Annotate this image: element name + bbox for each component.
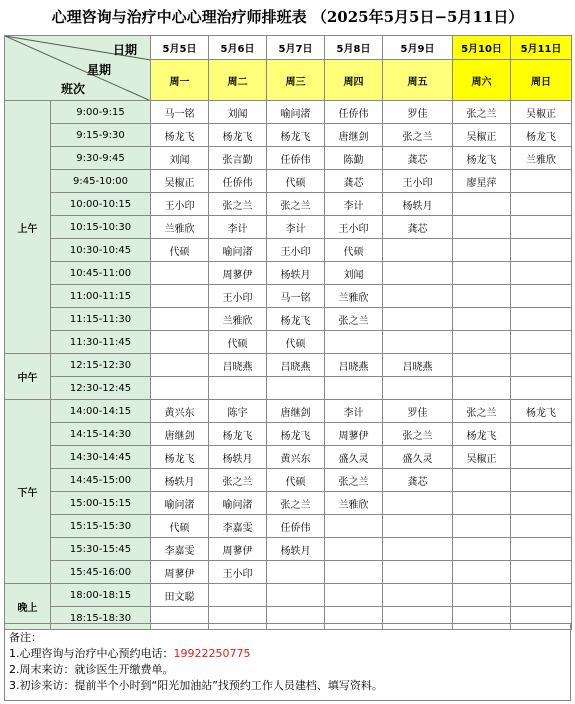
schedule-cell xyxy=(453,492,511,515)
time-slot: 9:00-9:15 xyxy=(51,101,151,124)
time-slot: 9:45-10:00 xyxy=(51,170,151,193)
schedule-cell: 张之兰 xyxy=(325,308,383,331)
schedule-cell: 唐继剑 xyxy=(325,124,383,147)
schedule-cell: 任侨伟 xyxy=(267,515,325,538)
table-row xyxy=(5,124,572,147)
schedule-cell xyxy=(267,377,325,400)
schedule-cell: 周蓼伊 xyxy=(325,423,383,446)
time-slot: 15:00-15:15 xyxy=(51,492,151,515)
schedule-cell xyxy=(453,515,511,538)
schedule-cell: 杨龙飞 xyxy=(209,124,267,147)
table-row xyxy=(5,469,572,492)
schedule-cell: 王小印 xyxy=(267,239,325,262)
schedule-cell xyxy=(325,331,383,354)
schedule-cell: 张之兰 xyxy=(209,469,267,492)
schedule-cell: 盛久灵 xyxy=(325,446,383,469)
schedule-cell xyxy=(151,331,209,354)
schedule-cell xyxy=(325,561,383,584)
schedule-cell xyxy=(511,193,572,216)
schedule-cell: 张之兰 xyxy=(267,492,325,515)
schedule-cell: 兰雅欣 xyxy=(209,308,267,331)
table-row xyxy=(5,423,572,446)
date-header-5: 5月9日 xyxy=(383,36,453,60)
schedule-cell: 刘闻 xyxy=(209,101,267,124)
schedule-cell: 杨龙飞 xyxy=(267,423,325,446)
schedule-cell: 任侨伟 xyxy=(325,101,383,124)
period-label: 上午 xyxy=(5,101,51,354)
page-title: 心理咨询与治疗中心心理治疗师排班表 （2025年5月5日−5月11日） xyxy=(51,8,524,26)
schedule-cell xyxy=(383,561,453,584)
weekday-header-2: 周二 xyxy=(209,60,267,101)
schedule-cell xyxy=(511,170,572,193)
corner-shift-label: 班次 xyxy=(61,82,86,96)
corner-week-label: 星期 xyxy=(87,63,112,77)
schedule-cell: 杨龙飞 xyxy=(151,124,209,147)
schedule-cell xyxy=(151,285,209,308)
schedule-cell: 杨龙飞 xyxy=(453,147,511,170)
weekday-header-5: 周五 xyxy=(383,60,453,101)
schedule-cell: 刘闻 xyxy=(151,147,209,170)
table-row xyxy=(5,262,572,285)
notes-box xyxy=(4,623,571,701)
schedule-cell xyxy=(383,538,453,561)
schedule-cell xyxy=(453,354,511,377)
schedule-cell xyxy=(383,239,453,262)
time-slot: 14:45-15:00 xyxy=(51,469,151,492)
table-row xyxy=(5,331,572,354)
time-slot: 12:30-12:45 xyxy=(51,377,151,400)
table-row xyxy=(5,354,572,377)
schedule-cell: 代硕 xyxy=(267,170,325,193)
date-header-4: 5月8日 xyxy=(325,36,383,60)
schedule-cell: 杨龙飞 xyxy=(267,308,325,331)
table-row xyxy=(5,561,572,584)
schedule-cell: 代硕 xyxy=(151,515,209,538)
schedule-cell: 张之兰 xyxy=(383,124,453,147)
date-header-6: 5月10日 xyxy=(453,36,511,60)
schedule-cell xyxy=(453,561,511,584)
table-row xyxy=(5,308,572,331)
schedule-cell: 吴椒正 xyxy=(151,170,209,193)
schedule-cell: 张言勤 xyxy=(209,147,267,170)
schedule-cell xyxy=(453,239,511,262)
schedule-cell xyxy=(511,285,572,308)
note-phone-label: 1.心理咨询与治疗中心预约电话： xyxy=(9,647,174,660)
schedule-cell xyxy=(453,262,511,285)
schedule-cell: 龚芯 xyxy=(325,170,383,193)
schedule-cell: 田文聪 xyxy=(151,584,209,607)
schedule-cell: 喻问渚 xyxy=(267,101,325,124)
schedule-cell xyxy=(383,377,453,400)
schedule-cell: 周蓼伊 xyxy=(151,561,209,584)
schedule-cell: 龚芯 xyxy=(383,216,453,239)
schedule-cell: 黄兴东 xyxy=(151,400,209,423)
schedule-cell xyxy=(511,469,572,492)
schedule-cell: 杨龙飞 xyxy=(453,423,511,446)
schedule-cell xyxy=(453,308,511,331)
weekday-header-4: 周四 xyxy=(325,60,383,101)
schedule-cell xyxy=(383,515,453,538)
schedule-cell xyxy=(511,239,572,262)
schedule-cell xyxy=(383,331,453,354)
weekday-header-3: 周三 xyxy=(267,60,325,101)
table-row xyxy=(5,193,572,216)
schedule-cell xyxy=(511,446,572,469)
schedule-cell xyxy=(511,354,572,377)
time-slot: 15:30-15:45 xyxy=(51,538,151,561)
weekday-header-7: 周日 xyxy=(511,60,572,101)
schedule-cell: 吕晓燕 xyxy=(209,354,267,377)
schedule-cell: 周蓼伊 xyxy=(209,538,267,561)
schedule-cell: 王小印 xyxy=(209,561,267,584)
time-slot: 18:00-18:15 xyxy=(51,584,151,607)
schedule-cell: 陈勤 xyxy=(325,147,383,170)
schedule-cell: 刘闻 xyxy=(325,262,383,285)
table-row xyxy=(5,101,572,124)
table-row xyxy=(5,492,572,515)
date-header-2: 5月6日 xyxy=(209,36,267,60)
schedule-cell: 周蓼伊 xyxy=(209,262,267,285)
schedule-cell xyxy=(383,262,453,285)
time-slot: 10:30-10:45 xyxy=(51,239,151,262)
schedule-cell xyxy=(453,285,511,308)
schedule-cell: 廖星萍 xyxy=(453,170,511,193)
schedule-cell xyxy=(151,308,209,331)
schedule-cell: 喻问渚 xyxy=(209,492,267,515)
schedule-cell: 吴椒正 xyxy=(453,124,511,147)
schedule-cell xyxy=(453,469,511,492)
schedule-cell: 杨龙飞 xyxy=(267,124,325,147)
time-slot: 18:15-18:30 xyxy=(51,607,151,630)
schedule-cell xyxy=(511,308,572,331)
table-row xyxy=(5,216,572,239)
schedule-cell: 任侨伟 xyxy=(267,147,325,170)
schedule-cell xyxy=(325,538,383,561)
time-slot: 9:15-9:30 xyxy=(51,124,151,147)
schedule-cell: 罗佳 xyxy=(383,101,453,124)
schedule-cell: 吴椒正 xyxy=(453,446,511,469)
table-row xyxy=(5,538,572,561)
schedule-cell xyxy=(151,377,209,400)
schedule-cell xyxy=(511,423,572,446)
schedule-cell: 代硕 xyxy=(209,331,267,354)
table-row xyxy=(5,377,572,400)
time-slot: 14:30-14:45 xyxy=(51,446,151,469)
schedule-cell: 张之兰 xyxy=(325,469,383,492)
header-corner xyxy=(5,36,151,101)
schedule-cell xyxy=(383,492,453,515)
weekday-header-6: 周六 xyxy=(453,60,511,101)
schedule-cell: 任侨伟 xyxy=(209,170,267,193)
schedule-cell xyxy=(511,216,572,239)
schedule-cell: 王小印 xyxy=(383,170,453,193)
schedule-cell: 唐继剑 xyxy=(151,423,209,446)
schedule-cell xyxy=(209,377,267,400)
schedule-cell xyxy=(383,285,453,308)
schedule-cell: 王小印 xyxy=(325,216,383,239)
schedule-cell: 马一铭 xyxy=(267,285,325,308)
table-row xyxy=(5,170,572,193)
schedule-cell xyxy=(151,354,209,377)
schedule-cell: 陈宇 xyxy=(209,400,267,423)
schedule-cell xyxy=(151,262,209,285)
time-slot: 14:15-14:30 xyxy=(51,423,151,446)
table-row xyxy=(5,285,572,308)
weekday-header-1: 周一 xyxy=(151,60,209,101)
schedule-cell: 喻问渚 xyxy=(151,492,209,515)
schedule-cell: 杨龙飞 xyxy=(209,423,267,446)
schedule-cell xyxy=(453,193,511,216)
notes-heading: 备注： xyxy=(9,631,42,644)
schedule-cell xyxy=(511,262,572,285)
time-slot: 10:15-10:30 xyxy=(51,216,151,239)
schedule-cell: 杨轶月 xyxy=(267,262,325,285)
schedule-cell xyxy=(511,377,572,400)
period-label: 中午 xyxy=(5,354,51,400)
schedule-cell xyxy=(383,584,453,607)
schedule-cell: 代硕 xyxy=(267,469,325,492)
schedule-cell: 马一铭 xyxy=(151,101,209,124)
schedule-cell xyxy=(453,216,511,239)
time-slot: 12:15-12:30 xyxy=(51,354,151,377)
time-slot: 9:30-9:45 xyxy=(51,147,151,170)
time-slot: 11:30-11:45 xyxy=(51,331,151,354)
schedule-cell: 李嘉雯 xyxy=(209,515,267,538)
schedule-cell: 黄兴东 xyxy=(267,446,325,469)
schedule-cell xyxy=(511,561,572,584)
schedule-cell: 盛久灵 xyxy=(383,446,453,469)
schedule-cell: 兰雅欣 xyxy=(325,285,383,308)
schedule-cell: 王小印 xyxy=(151,193,209,216)
schedule-cell: 龚芯 xyxy=(383,469,453,492)
note-line-1 xyxy=(9,646,570,662)
schedule-cell: 杨轶月 xyxy=(151,469,209,492)
time-slot: 10:00-10:15 xyxy=(51,193,151,216)
schedule-cell xyxy=(453,331,511,354)
schedule-cell xyxy=(511,515,572,538)
note-phone-number: 19922250775 xyxy=(173,647,251,660)
schedule-cell: 张之兰 xyxy=(267,193,325,216)
time-slot: 11:15-11:30 xyxy=(51,308,151,331)
schedule-table xyxy=(4,35,572,630)
period-label: 晚上 xyxy=(5,584,51,630)
schedule-cell xyxy=(325,515,383,538)
schedule-cell: 杨轶月 xyxy=(267,538,325,561)
time-slot: 15:15-15:30 xyxy=(51,515,151,538)
schedule-cell: 唐继剑 xyxy=(267,400,325,423)
note-line-3: 3.初诊来访：提前半个小时到“阳光加油站”找预约工作人员建档、填写资料。 xyxy=(9,679,383,692)
schedule-cell: 喻问渚 xyxy=(209,239,267,262)
period-label: 下午 xyxy=(5,400,51,584)
schedule-cell: 李计 xyxy=(325,193,383,216)
schedule-cell: 吕晓燕 xyxy=(383,354,453,377)
table-row xyxy=(5,400,572,423)
schedule-cell: 李计 xyxy=(267,216,325,239)
date-header-3: 5月7日 xyxy=(267,36,325,60)
date-row xyxy=(5,36,572,60)
table-row xyxy=(5,515,572,538)
date-header-1: 5月5日 xyxy=(151,36,209,60)
note-line-2: 2.周末来访：就诊医生开缴费单。 xyxy=(9,663,174,676)
schedule-cell: 兰雅欣 xyxy=(511,147,572,170)
schedule-cell: 罗佳 xyxy=(383,400,453,423)
table-row xyxy=(5,584,572,607)
schedule-cell: 代硕 xyxy=(267,331,325,354)
schedule-cell: 杨轶月 xyxy=(383,193,453,216)
schedule-cell xyxy=(453,377,511,400)
schedule-cell xyxy=(209,584,267,607)
schedule-cell: 张之兰 xyxy=(209,193,267,216)
schedule-cell: 兰雅欣 xyxy=(151,216,209,239)
schedule-cell: 杨龙飞 xyxy=(151,446,209,469)
corner-date-label: 日期 xyxy=(113,43,138,57)
time-slot: 14:00-14:15 xyxy=(51,400,151,423)
schedule-cell xyxy=(267,584,325,607)
schedule-cell: 代硕 xyxy=(151,239,209,262)
schedule-cell: 李嘉雯 xyxy=(151,538,209,561)
schedule-cell xyxy=(325,377,383,400)
schedule-cell: 李计 xyxy=(209,216,267,239)
table-row xyxy=(5,147,572,170)
schedule-cell: 杨龙飞 xyxy=(511,124,572,147)
schedule-cell: 杨轶月 xyxy=(209,446,267,469)
schedule-cell: 王小印 xyxy=(209,285,267,308)
schedule-cell xyxy=(511,538,572,561)
schedule-cell: 吕晓燕 xyxy=(267,354,325,377)
time-slot: 11:00-11:15 xyxy=(51,285,151,308)
schedule-cell xyxy=(325,584,383,607)
schedule-cell: 兰雅欣 xyxy=(325,492,383,515)
schedule-cell: 张之兰 xyxy=(383,423,453,446)
time-slot: 10:45-11:00 xyxy=(51,262,151,285)
date-header-7: 5月11日 xyxy=(511,36,572,60)
table-row xyxy=(5,239,572,262)
schedule-cell xyxy=(267,561,325,584)
schedule-cell: 代硕 xyxy=(325,239,383,262)
time-slot: 15:45-16:00 xyxy=(51,561,151,584)
schedule-cell xyxy=(511,331,572,354)
schedule-cell: 吴椒正 xyxy=(511,101,572,124)
schedule-cell: 吕晓燕 xyxy=(325,354,383,377)
table-row xyxy=(5,446,572,469)
schedule-cell xyxy=(511,584,572,607)
schedule-cell: 张之兰 xyxy=(453,400,511,423)
schedule-cell xyxy=(453,584,511,607)
schedule-cell: 杨龙飞 xyxy=(511,400,572,423)
schedule-cell xyxy=(383,308,453,331)
schedule-cell xyxy=(511,492,572,515)
schedule-cell: 龚芯 xyxy=(383,147,453,170)
schedule-cell xyxy=(453,538,511,561)
schedule-cell: 张之兰 xyxy=(453,101,511,124)
schedule-cell: 李计 xyxy=(325,400,383,423)
